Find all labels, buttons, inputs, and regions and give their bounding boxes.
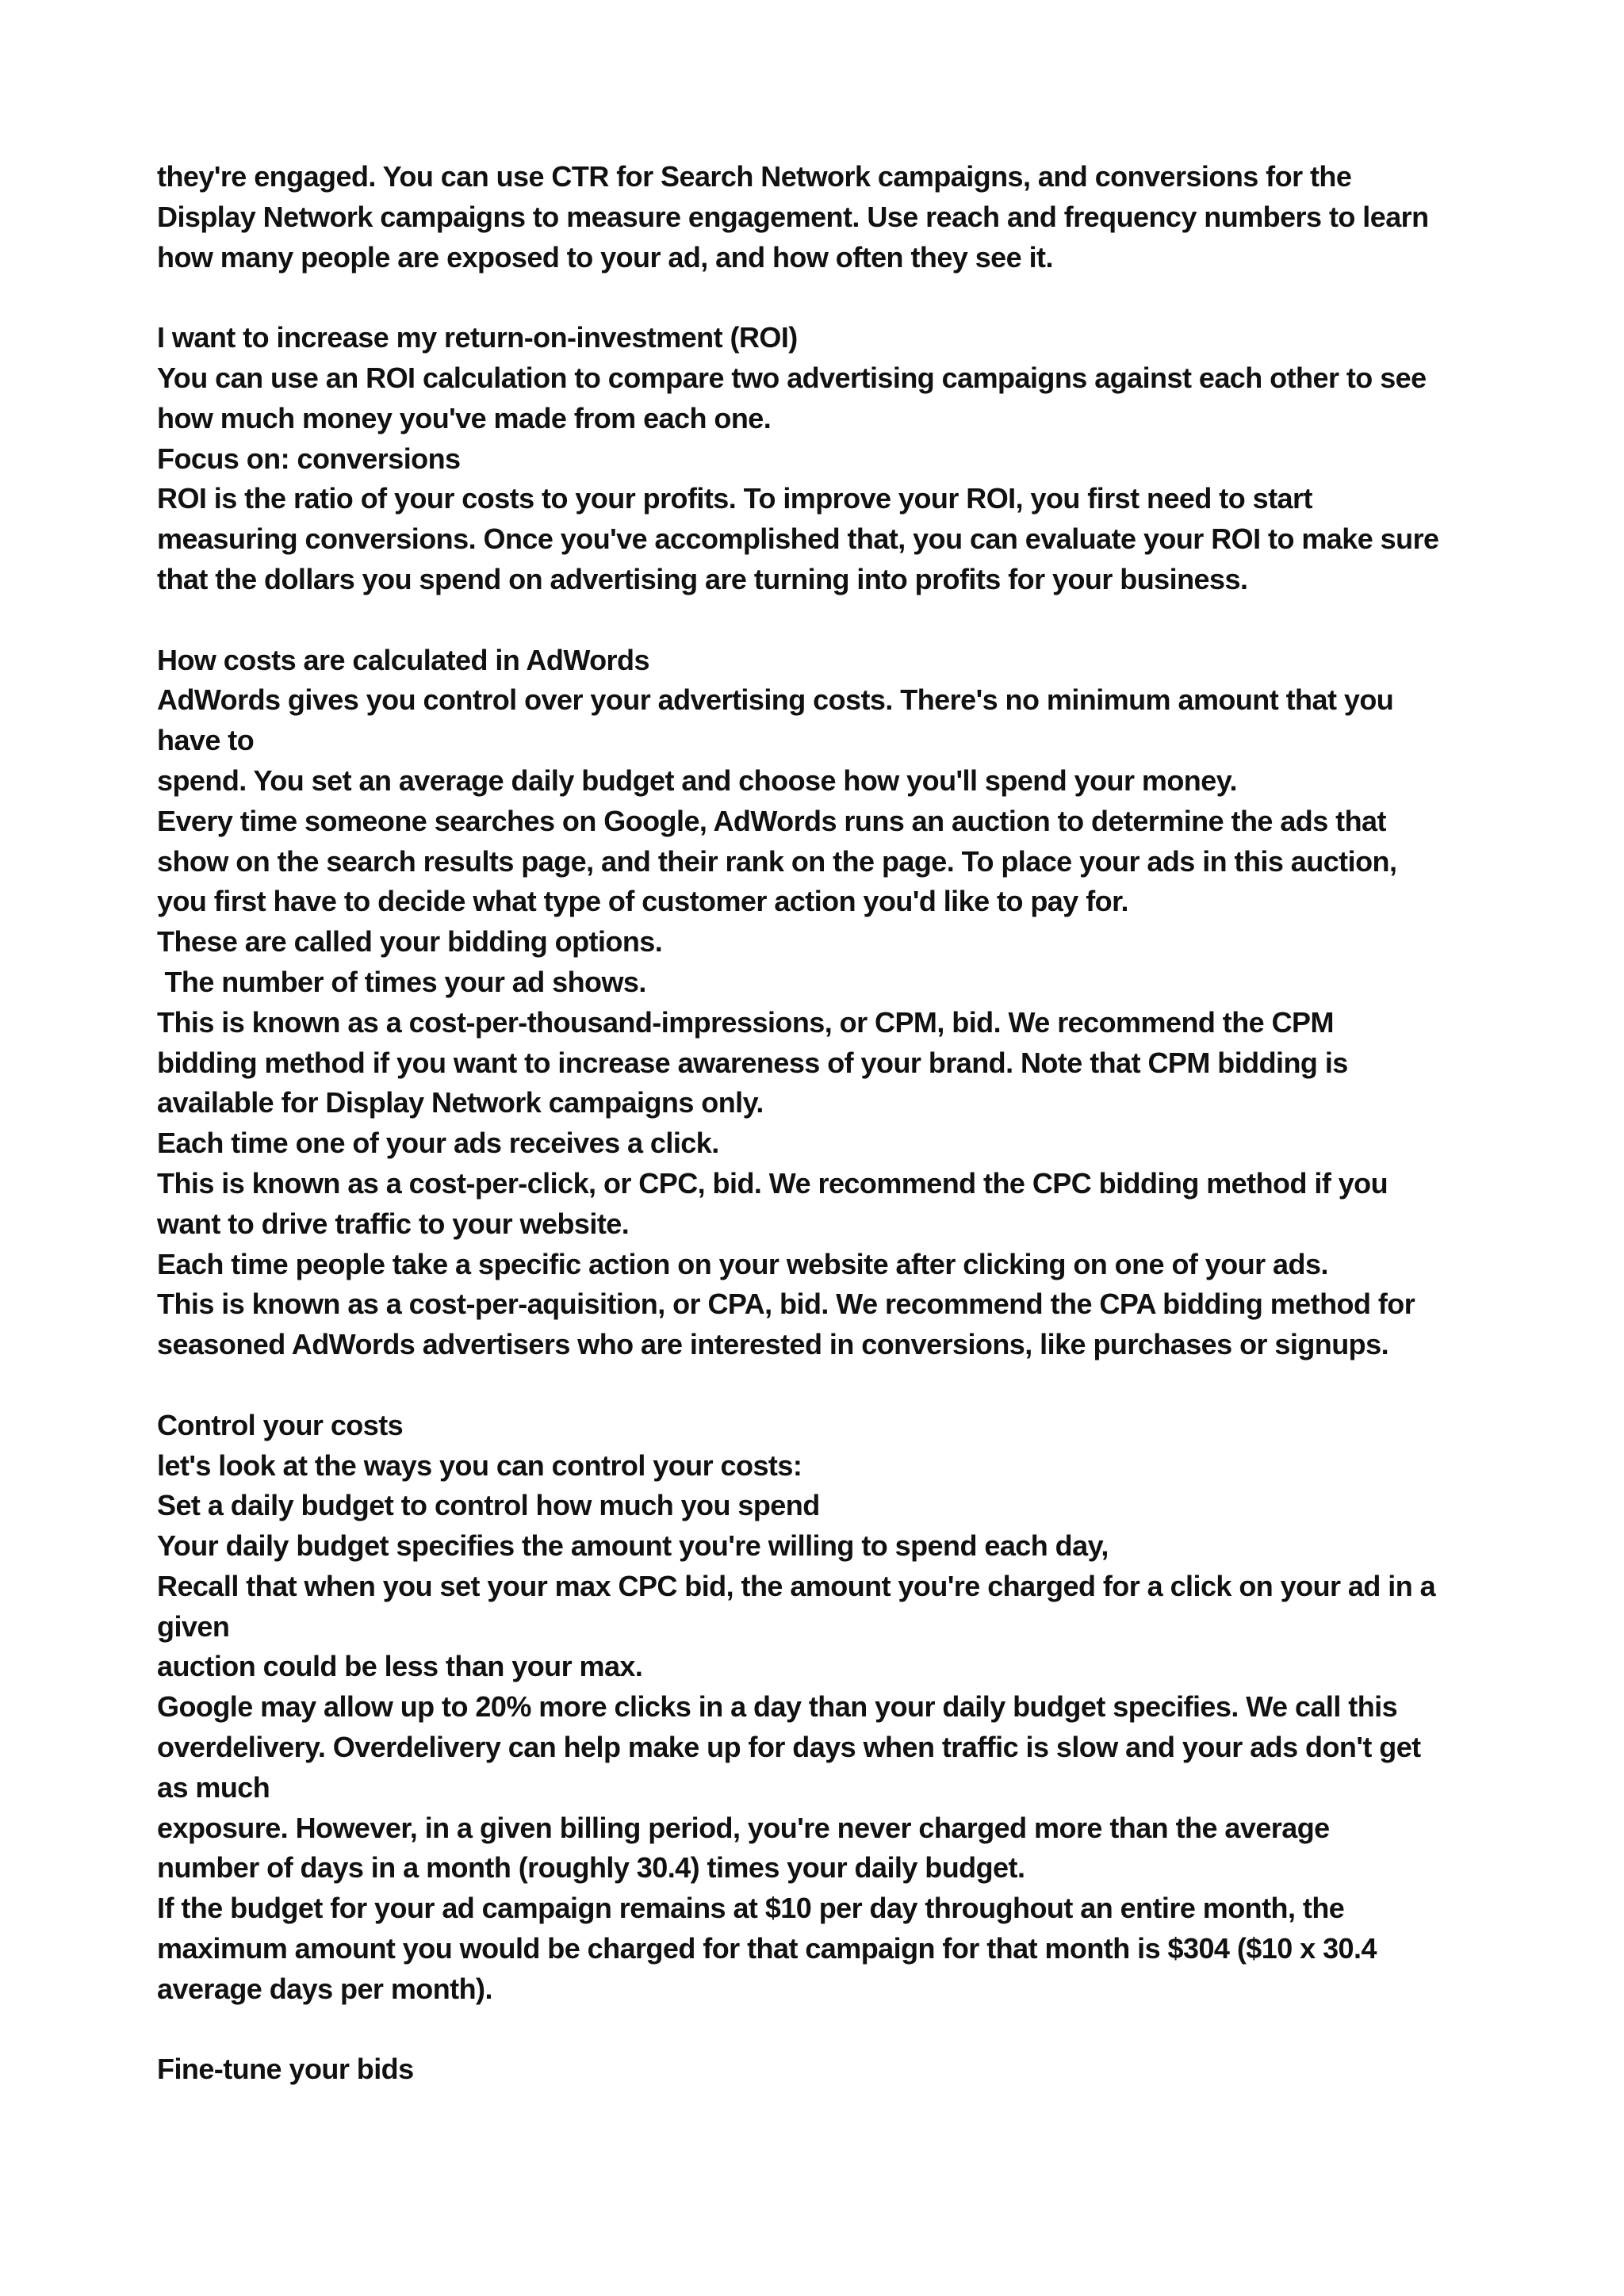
text-line: average days per month).: [157, 1972, 492, 2005]
text-line: auction could be less than your max.: [157, 1650, 643, 1683]
text-line: have to: [157, 724, 255, 757]
text-line: If the budget for your ad campaign remains at $10 per day throughout an entire month, the: [157, 1892, 1345, 1925]
text-line: AdWords gives you control over your advertising costs. There's no minimum amount that you: [157, 683, 1394, 717]
text-line: you first have to decide what type of customer action you'd like to pay for.: [157, 885, 1129, 918]
text-line: Display Network campaigns to measure engagement. Use reach and frequency numbers to learn: [157, 200, 1429, 233]
text-line: Focus on: conversions: [157, 442, 461, 475]
text-line: number of days in a month (roughly 30.4) times your daily budget.: [157, 1851, 1025, 1885]
paragraph: [157, 1406, 1497, 2010]
text-line: maximum amount you would be charged for that campaign for that month is $304 ($10 x 30.4: [157, 1932, 1377, 1965]
text-line: Google may allow up to 20% more clicks in a day than your daily budget specifies. We call this: [157, 1690, 1398, 1724]
paragraph-spacer: [157, 277, 1497, 318]
text-line: available for Display Network campaigns only.: [157, 1086, 764, 1119]
text-line: Each time one of your ads receives a click.: [157, 1127, 719, 1160]
text-line: given: [157, 1609, 230, 1643]
text-line: bidding method if you want to increase awareness of your brand. Note that CPM bidding is: [157, 1046, 1348, 1079]
paragraph: [157, 641, 1497, 1365]
text-line: The number of times your ad shows.: [157, 965, 646, 998]
text-line: overdelivery. Overdelivery can help make up for days when traffic is slow and your ads don't get: [157, 1731, 1421, 1764]
text-line: as much: [157, 1770, 270, 1804]
paragraph-spacer: [157, 600, 1497, 641]
text-line: want to drive traffic to your website.: [157, 1207, 630, 1240]
text-line: This is known as a cost-per-aquisition, or CPA, bid. We recommend the CPA bidding method for: [157, 1288, 1415, 1321]
text-line: seasoned AdWords advertisers who are interested in conversions, like purchases or signups.: [157, 1328, 1389, 1361]
text-line: spend. You set an average daily budget and choose how you'll spend your money.: [157, 763, 1237, 797]
text-line: exposure. However, in a given billing period, you're never charged more than the average: [157, 1811, 1330, 1844]
text-line: This is known as a cost-per-click, or CPC, bid. We recommend the CPC bidding method if you: [157, 1166, 1388, 1200]
paragraph: [157, 2049, 1497, 2090]
paragraph: [157, 318, 1497, 600]
text-line: how much money you've made from each one.: [157, 401, 772, 434]
text-line: How costs are calculated in AdWords: [157, 643, 649, 676]
text-line: how many people are exposed to your ad, and how often they see it.: [157, 240, 1053, 274]
text-line: Set a daily budget to control how much you spend: [157, 1489, 820, 1522]
text-line: they're engaged. You can use CTR for Search Network campaigns, and conversions for the: [157, 160, 1352, 193]
text-line: ROI is the ratio of your costs to your profits. To improve your ROI, you first need to start: [157, 482, 1312, 515]
text-line: show on the search results page, and their rank on the page. To place your ads in this auction,: [157, 844, 1397, 878]
text-line: Each time people take a specific action on your website after clicking on one of your ads.: [157, 1247, 1328, 1280]
text-line: measuring conversions. Once you've accomplished that, you can evaluate your ROI to make sure: [157, 522, 1439, 556]
document-body: [157, 157, 1497, 2090]
text-line: let's look at the ways you can control your costs:: [157, 1448, 802, 1482]
paragraph-spacer: [157, 2010, 1497, 2050]
text-line: that the dollars you spend on advertising are turning into profits for your business.: [157, 562, 1248, 595]
paragraph-spacer: [157, 1365, 1497, 1406]
text-line: This is known as a cost-per-thousand-impressions, or CPM, bid. We recommend the CPM: [157, 1005, 1334, 1039]
text-line: These are called your bidding options.: [157, 925, 663, 959]
paragraph: [157, 157, 1497, 277]
text-line: Every time someone searches on Google, AdWords runs an auction to determine the ads that: [157, 804, 1386, 837]
text-line: Recall that when you set your max CPC bid, the amount you're charged for a click on your ad in a: [157, 1569, 1436, 1602]
text-line: Fine-tune your bids: [157, 2053, 414, 2086]
text-line: I want to increase my return-on-investment (ROI): [157, 321, 798, 354]
text-line: Your daily budget specifies the amount you're willing to spend each day,: [157, 1529, 1109, 1563]
text-line: Control your costs: [157, 1408, 404, 1441]
text-line: You can use an ROI calculation to compare two advertising campaigns against each other to see: [157, 361, 1427, 394]
